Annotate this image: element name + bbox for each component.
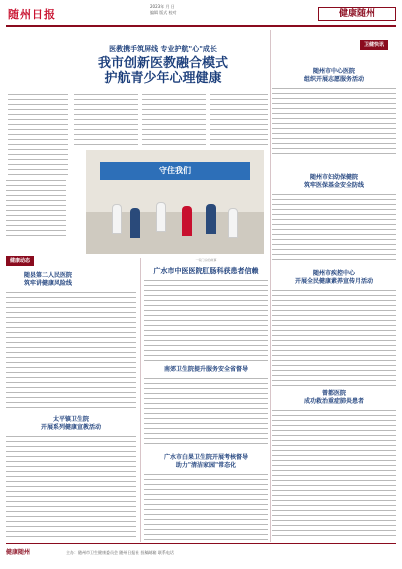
left-story-2-headline: 太平镇卫生院 开展系列健康宣教活动 [40, 416, 101, 431]
lead-body-col-3 [142, 94, 206, 148]
middle-story-1-headline: 广水市中医医院肛肠科获患者信赖 [153, 266, 259, 275]
person-figure [130, 208, 140, 238]
left-story-2-body [6, 436, 136, 540]
right-story-1-headline: 随州市中心医院 组织开展志愿服务活动 [303, 68, 364, 83]
lead-headline-block [58, 44, 268, 86]
photo-caption-side [6, 180, 66, 240]
lead-kicker: 医教携手筑屏线 专业护航"心"成长 [109, 45, 217, 53]
right-story-3-headline: 随州市疾控中心 开展全民健康素养宣传月活动 [294, 270, 373, 285]
left-story-1-body [6, 292, 136, 412]
middle-story-3-headline: 广水市白果卫生院开展考核督导 助力"清洁家园"常态化 [163, 454, 248, 469]
middle-story-1-body [144, 280, 268, 362]
right-story-4-body [272, 410, 396, 540]
person-figure [228, 208, 238, 238]
masthead [0, 0, 402, 26]
person-figure [182, 206, 192, 236]
right-story-3-body [272, 290, 396, 386]
lead-body-col-2 [74, 94, 138, 148]
person-figure [206, 204, 216, 234]
bottom-rule [6, 543, 396, 544]
lead-body-col-4 [210, 94, 268, 148]
right-story-2-body [272, 194, 396, 264]
photo-banner: 守住我们 [100, 162, 250, 180]
middle-story-2-body [144, 378, 268, 448]
section-label-left: 健康动态 [6, 256, 34, 266]
lead-headline: 我市创新医教融合模式 护航青少年心理健康 [97, 56, 228, 86]
footer-brand: 健康随州 [6, 549, 31, 556]
section-title: 健康随州 [318, 7, 396, 21]
right-story-2-headline: 随州市妇幼保健院 筑牢医保基金安全防线 [303, 174, 364, 189]
footer [6, 548, 396, 566]
issue-info: 2023年 月 日 编辑 版式 校对 [150, 4, 177, 15]
right-story-4-headline: 曾都医院 成功救治重症肺炎患者 [303, 390, 364, 405]
top-rule [6, 25, 396, 27]
photo-caption: 一家门诊的故事 [195, 258, 217, 262]
lead-photo [86, 150, 264, 254]
middle-story-2-headline: 南郊卫生院提升服务安全省督导 [163, 366, 248, 373]
right-story-1-body [272, 88, 396, 156]
middle-story-3-body [144, 474, 268, 540]
footer-info: 主办：随州市卫生健康委员会 随州日报社 投稿邮箱 联系电话 [66, 550, 174, 555]
person-figure [156, 202, 166, 232]
newspaper-logo: 随州日报 [8, 8, 56, 21]
person-figure [112, 204, 122, 234]
left-story-1-headline: 随县第二人民医院 筑牢讲健康风险线 [23, 272, 72, 287]
section-label-right: 卫健快讯 [360, 40, 388, 50]
lead-body-col-1 [8, 94, 68, 178]
